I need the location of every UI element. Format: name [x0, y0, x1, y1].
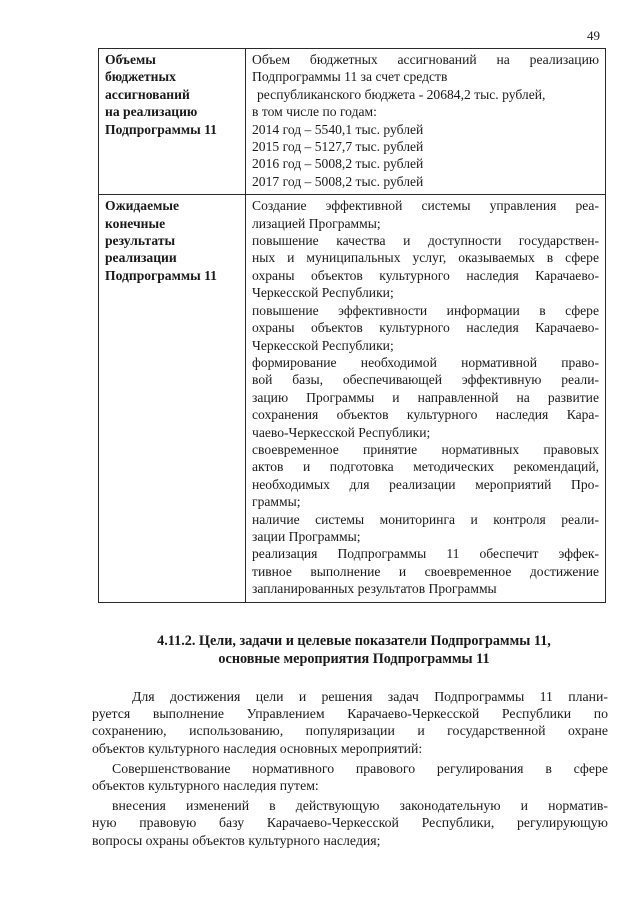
body-text — [92, 688, 608, 849]
label-line: результаты — [105, 233, 176, 249]
value-line: повышение качества и доступности государствен- — [252, 233, 599, 249]
value-line: лизацией Программы; — [252, 215, 381, 231]
value-line: 2014 год – 5540,1 тыс. рублей — [252, 121, 424, 137]
value-line: необходимых для реализации мероприятий Про- — [252, 476, 599, 492]
body-line: руется выполнение Управлением Карачаево-Черкесской Республики по — [92, 706, 608, 722]
label-line: Ожидаемые — [105, 198, 180, 214]
label-line: на реализацию — [105, 104, 198, 120]
value-line: ных и муниципальных услуг, оказываемых в сфере — [252, 250, 599, 266]
section-heading-line: 4.11.2. Цели, задачи и целевые показатели Подпрограммы 11, — [157, 633, 551, 649]
label-line: ассигнований — [105, 86, 190, 102]
value-line: сохранения объектов культурного наследия Кара- — [252, 407, 599, 423]
value-line: граммы; — [252, 494, 301, 510]
value-line: в том числе по годам: — [252, 104, 377, 120]
label-line: Подпрограммы 11 — [105, 121, 217, 137]
value-line: Черкесской Республики; — [252, 285, 394, 301]
value-line: Черкесской Республики; — [252, 337, 394, 353]
section-heading-line: основные мероприятия Подпрограммы 11 — [218, 651, 490, 667]
value-line: наличие системы мониторинга и контроля реали- — [252, 511, 599, 527]
value-line: Подпрограммы 11 за счет средств — [252, 69, 448, 85]
body-line: Для достижения цели и решения задач Подпрограммы 11 плани- — [132, 689, 608, 704]
body-line: объектов культурного наследия путем: — [92, 778, 319, 794]
budget-label-cell — [99, 49, 246, 195]
value-line: 2016 год – 5008,2 тыс. рублей — [252, 156, 424, 172]
subprogram-passport-table — [98, 48, 606, 603]
value-line: вой базы, обеспечивающей эффективную реали- — [252, 372, 599, 388]
value-line: зации Программы; — [252, 528, 361, 544]
value-line: Объем бюджетных ассигнований на реализацию — [252, 52, 599, 67]
page-number: 49 — [587, 28, 600, 43]
value-line: зацию Программы и направленной на развитие — [252, 389, 599, 405]
label-line: бюджетных — [105, 69, 176, 85]
value-line: реализация Подпрограммы 11 обеспечит эффек- — [252, 546, 599, 562]
value-line: охраны объектов культурного наследия Карачаево- — [252, 267, 599, 283]
body-line: вопросы охраны объектов культурного наследия; — [92, 832, 381, 848]
value-line: охраны объектов культурного наследия Карачаево- — [252, 320, 599, 336]
table-row-budget — [99, 49, 606, 195]
value-line: тивное выполнение и своевременное достижение — [252, 563, 599, 579]
value-line: запланированных результатов Программы — [252, 581, 497, 597]
value-line: 2015 год – 5127,7 тыс. рублей — [252, 139, 424, 155]
value-line: республиканского бюджета - 20684,2 тыс. рублей, — [257, 86, 546, 102]
body-line: внесения изменений в действующую законодательную и норматив- — [112, 798, 608, 814]
body-line: сохранению, использованию, популяризации и государственной охране — [92, 723, 608, 739]
label-line: Объемы — [105, 52, 156, 67]
body-line: ную правовую базу Карачаево-Черкесской Республики, регулирующую — [92, 815, 608, 831]
body-line: Совершенствование нормативного правового регулирования в сфере — [112, 760, 608, 776]
results-value-cell — [246, 195, 606, 602]
value-line: актов и подготовка методических рекомендаций, — [252, 459, 599, 475]
label-line: Подпрограммы 11 — [105, 267, 217, 283]
table-row-results — [99, 195, 606, 602]
value-line: Создание эффективной системы управления реа- — [252, 198, 599, 214]
results-label-cell — [99, 195, 246, 602]
value-line: своевременное принятие нормативных правовых — [252, 441, 599, 457]
budget-value-cell — [246, 49, 606, 195]
section-heading — [100, 632, 608, 668]
label-line: реализации — [105, 250, 177, 266]
value-line: чаево-Черкесской Республики; — [252, 424, 431, 440]
body-line: объектов культурного наследия основных мероприятий: — [92, 740, 423, 756]
label-line: конечные — [105, 215, 166, 231]
value-line: формирование необходимой нормативной право- — [252, 354, 599, 370]
value-line: повышение эффективности информации в сфере — [252, 302, 599, 318]
value-line: 2017 год – 5008,2 тыс. рублей — [252, 173, 424, 189]
